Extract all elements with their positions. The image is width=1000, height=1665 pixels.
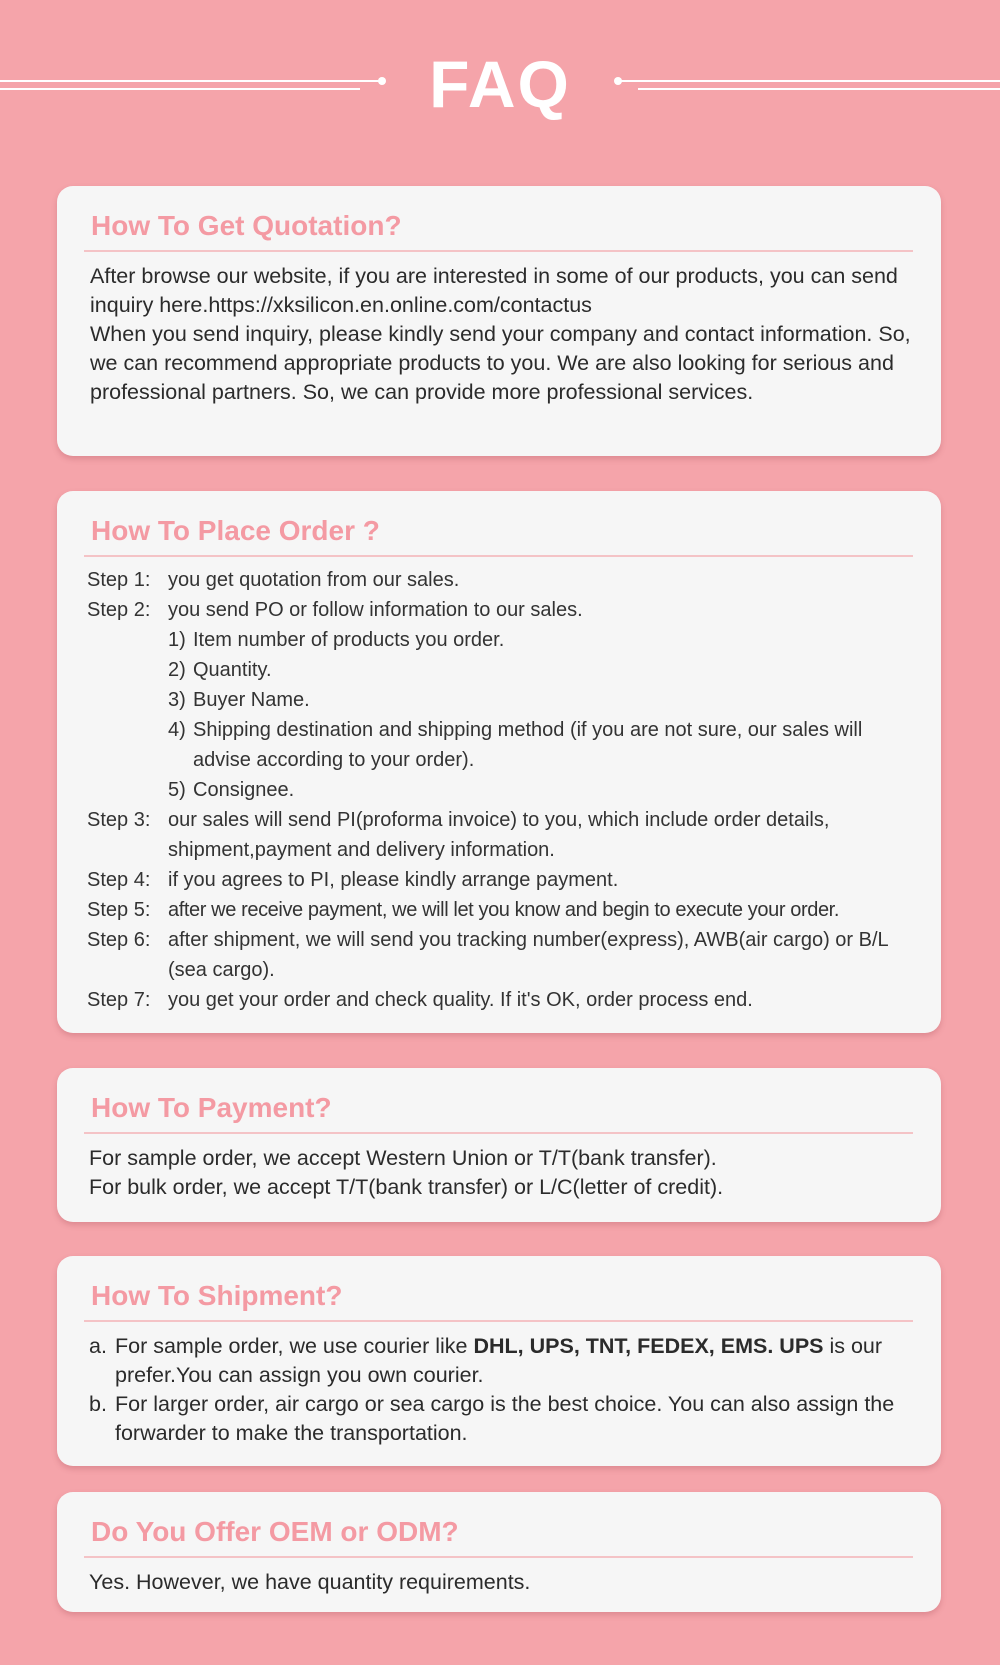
- item-number: 4): [168, 719, 186, 741]
- item-text: Quantity.: [193, 659, 272, 681]
- list-text-part: For sample order, we use courier like: [115, 1334, 474, 1358]
- card-title: How To Place Order ?: [91, 515, 380, 546]
- card-divider: [84, 555, 913, 557]
- item-text: Consignee.: [193, 779, 295, 801]
- step-row: [87, 985, 915, 1015]
- step-row: [87, 805, 915, 865]
- order-steps: [87, 565, 915, 1015]
- faq-card-quotation: [57, 186, 941, 456]
- quotation-paragraph: When you send inquiry, please kindly send your company and contact information. So, we can recommend appropriate products to you. We are also looking for serious and professional partners. So, we can provide more professional services.: [90, 322, 911, 404]
- faq-card-oem: [57, 1492, 941, 1612]
- faq-card-payment: [57, 1068, 941, 1222]
- card-title: How To Payment?: [91, 1092, 332, 1123]
- item-text: Shipping destination and shipping method (if you are not sure, our sales will advise according to your order).: [193, 719, 863, 771]
- step-row: [87, 565, 915, 595]
- step-label: Step 5:: [87, 899, 151, 921]
- payment-line: For bulk order, we accept T/T(bank transfer) or L/C(letter of credit).: [89, 1175, 724, 1199]
- step2-item: [87, 655, 915, 685]
- card-divider: [84, 1556, 913, 1558]
- courier-names: DHL, UPS, TNT, FEDEX, EMS. UPS: [473, 1334, 824, 1358]
- step-row: [87, 595, 915, 625]
- step-label: Step 2:: [87, 599, 151, 621]
- item-number: 5): [168, 779, 186, 801]
- card-title: Do You Offer OEM or ODM?: [91, 1516, 459, 1547]
- step-text: if you agrees to PI, please kindly arrange payment.: [168, 869, 619, 891]
- card-title: How To Get Quotation?: [91, 210, 402, 241]
- faq-header: [0, 0, 1000, 170]
- step-row: [87, 865, 915, 895]
- item-text: Buyer Name.: [193, 689, 310, 711]
- faq-card-order: [57, 491, 941, 1033]
- step2-item: [87, 775, 915, 805]
- step-label: Step 3:: [87, 809, 151, 831]
- step-text: our sales will send PI(proforma invoice) to you, which include order details, shipment,payment and delivery information.: [168, 809, 830, 861]
- item-number: 2): [168, 659, 186, 681]
- step2-item: [87, 625, 915, 655]
- list-label: b.: [89, 1392, 107, 1416]
- step2-item: [87, 685, 915, 715]
- payment-line: For sample order, we accept Western Union or T/T(bank transfer).: [89, 1146, 717, 1170]
- oem-text: Yes. However, we have quantity requirements.: [89, 1570, 531, 1594]
- card-title: How To Shipment?: [91, 1280, 343, 1311]
- step-text: after shipment, we will send you tracking number(express), AWB(air cargo) or B/L (sea cargo).: [168, 929, 888, 981]
- card-divider: [84, 1320, 913, 1322]
- quotation-paragraph: After browse our website, if you are interested in some of our products, you can send inquiry here.https://xksilicon.en.online.com/contactus: [90, 264, 898, 317]
- step2-item: [87, 715, 915, 775]
- faq-card-shipment: [57, 1256, 941, 1466]
- step-label: Step 4:: [87, 869, 151, 891]
- shipment-item-b: [89, 1390, 915, 1448]
- card-body: [90, 262, 915, 407]
- page-title: FAQ: [429, 47, 571, 121]
- step-row: [87, 925, 915, 985]
- step-label: Step 6:: [87, 929, 151, 951]
- step-text: after we receive payment, we will let you know and begin to execute your order.: [168, 899, 839, 921]
- step-label: Step 7:: [87, 989, 151, 1011]
- card-body: [89, 1144, 915, 1202]
- item-number: 1): [168, 629, 186, 651]
- step-label: Step 1:: [87, 569, 151, 591]
- item-number: 3): [168, 689, 186, 711]
- step-row: [87, 895, 915, 925]
- step-text: you get quotation from our sales.: [168, 569, 460, 591]
- step-text: you send PO or follow information to our sales.: [168, 599, 583, 621]
- item-text: Item number of products you order.: [193, 629, 505, 651]
- list-label: a.: [89, 1334, 107, 1358]
- card-divider: [84, 250, 913, 252]
- list-text: For larger order, air cargo or sea cargo is the best choice. You can also assign the forwarder to make the transportation.: [115, 1392, 895, 1445]
- list-text-part: is our prefer.You can assign you own courier.: [115, 1334, 883, 1387]
- card-body: [89, 1568, 915, 1597]
- step-text: you get your order and check quality. If it's OK, order process end.: [168, 989, 753, 1011]
- header-right-line-lower: [638, 88, 1000, 90]
- header-right-line: [618, 80, 1000, 82]
- list-text: [115, 1332, 915, 1390]
- card-divider: [84, 1132, 913, 1134]
- shipment-item-a: [89, 1332, 915, 1390]
- card-body: [89, 1332, 915, 1448]
